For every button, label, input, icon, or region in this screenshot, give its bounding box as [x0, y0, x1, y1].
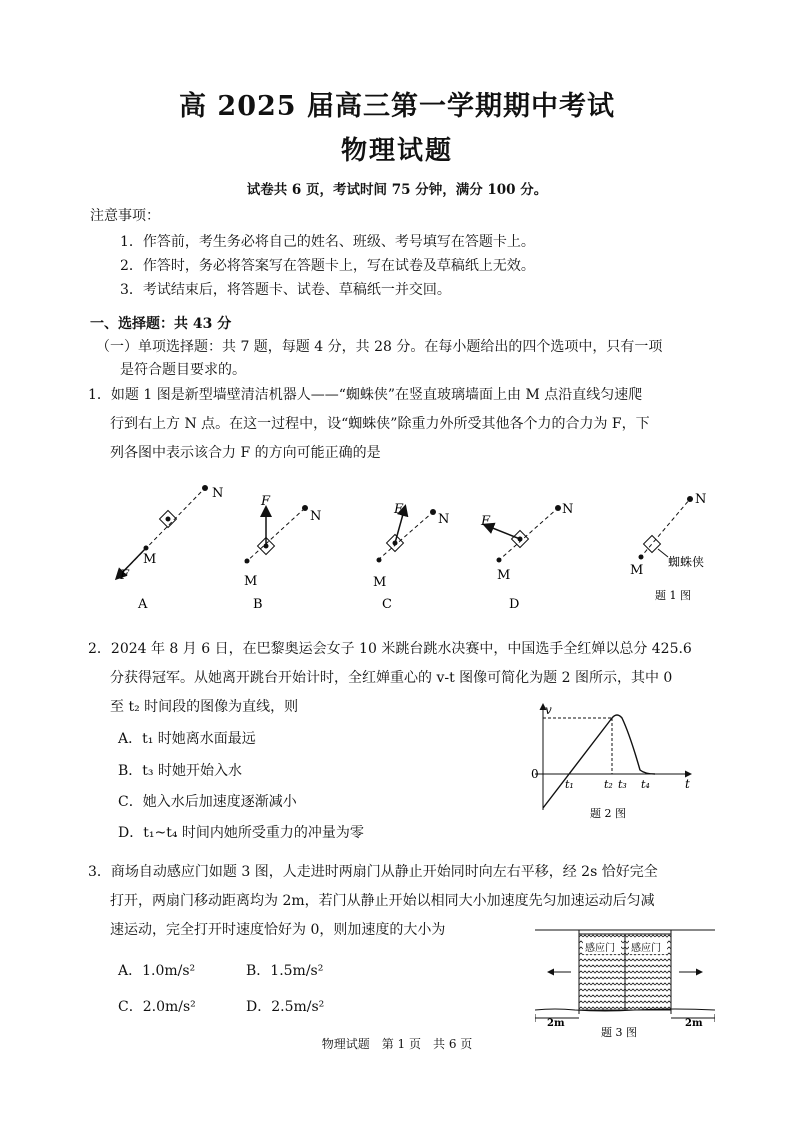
q1-line: 列各图中表示该合力 F 的方向可能正确的是: [110, 445, 381, 461]
q3-line: 打开，两扇门移动距离均为 2m，若门从静止开始以相同大小加速度先匀加速运动后匀减: [110, 893, 655, 909]
label-m: M: [497, 568, 511, 583]
q3-line: 速运动，完全打开时速度恰好为 0，则加速度的大小为: [110, 922, 446, 938]
door-label: 感应门: [631, 943, 661, 954]
q3-option-d: D．2.5m/s²: [246, 999, 325, 1015]
label-n: N: [695, 492, 707, 507]
q2-line: 分获得冠军。从她离开跳台开始计时，全红婵重心的 v-t 图像可简化为题 2 图所示，其中 0: [110, 670, 673, 686]
figure-caption: 题 2 图: [590, 807, 626, 820]
option-a-diagram: [117, 485, 223, 612]
q1-stem: [88, 381, 650, 468]
q2-option-b: B．t₃ 时她开始入水: [118, 763, 242, 779]
label-m: M: [630, 563, 644, 578]
label-n: N: [562, 502, 574, 517]
notice-item: 2．作答时，务必将答案写在答题卡上，写在试卷及草稿纸上无效。: [120, 258, 535, 274]
section-instruction: （一）单项选择题：共 7 题，每题 4 分，共 28 分。在每小题给出的四个选项中，只有一项: [96, 339, 663, 355]
vt-graph: [525, 700, 700, 825]
label-f: F: [261, 494, 271, 509]
section-heading: 一、选择题：共 43 分: [90, 316, 232, 332]
section-instruction: 是符合题目要求的。: [120, 362, 246, 378]
spider-label: 蜘蛛侠: [668, 555, 705, 569]
label-n: N: [310, 509, 322, 524]
option-label: C: [382, 597, 392, 612]
tick-t2: t₂: [604, 778, 613, 791]
option-b-diagram: [244, 494, 321, 612]
q2-line: 至 t₂ 时间段的图像为直线，则: [110, 699, 299, 715]
q2-line: 2．2024 年 8 月 6 日，在巴黎奥运会女子 10 米跳台跳水决赛中，中国选手全红婵以总分 425.6: [88, 641, 692, 657]
q3-option-a: A．1.0m/s²: [118, 963, 196, 979]
q3-option-c: C．2.0m/s²: [118, 999, 196, 1015]
figure-1-reference: [630, 492, 706, 602]
label-m: M: [143, 552, 157, 567]
option-label: A: [138, 597, 148, 612]
option-label: D: [509, 597, 520, 612]
figure-caption: 题 1 图: [655, 589, 691, 602]
q1-line: 1．如题 1 图是新型墙壁清洁机器人——“蜘蛛侠”在竖直玻璃墙面上由 M 点沿直线匀速爬: [88, 387, 643, 403]
q1-figure: [100, 475, 740, 615]
notice-heading: 注意事项：: [90, 208, 160, 224]
distance-right: 2m: [685, 1018, 703, 1029]
option-label: B: [253, 597, 263, 612]
door-label: 感应门: [585, 943, 615, 954]
distance-left: 2m: [547, 1018, 565, 1029]
option-d-diagram: [480, 502, 573, 612]
q1-line: 行到右上方 N 点。在这一过程中，设“蜘蛛侠”除重力外所受其他各个力的合力为 F，下: [110, 416, 650, 432]
subject-title: 物理试题: [340, 136, 453, 166]
tick-t1: t₁: [565, 778, 574, 791]
q2-option-c: C．她入水后加速度逐渐减小: [118, 794, 297, 810]
exam-title: 高 2025 届高三第一学期期中考试: [179, 91, 615, 122]
origin-label: 0: [531, 767, 539, 781]
option-c-diagram: [373, 502, 449, 612]
q2-option-d: D．t₁~t₄ 时间内她所受重力的冲量为零: [118, 825, 364, 841]
label-f: F: [394, 502, 404, 517]
label-f: F: [120, 568, 130, 583]
q3-line: 3．商场自动感应门如题 3 图，人走进时两扇门从静止开始同时向左右平移，经 2s 恰好完全: [88, 864, 658, 880]
page-footer: 物理试题 第 1 页 共 6 页: [321, 1037, 473, 1051]
axis-label-t: t: [685, 777, 690, 791]
figure-caption: 题 3 图: [601, 1026, 637, 1039]
tick-t3: t₃: [618, 778, 627, 791]
notice-item: 3．考试结束后，将答题卡、试卷、草稿纸一并交回。: [120, 282, 451, 298]
label-m: M: [244, 574, 258, 589]
tick-t4: t₄: [641, 778, 650, 791]
axis-label-v: v: [545, 703, 552, 717]
notice-item: 1．作答前，考生务必将自己的姓名、班级、考号填写在答题卡上。: [120, 234, 535, 250]
q2-option-a: A．t₁ 时她离水面最远: [118, 731, 256, 747]
q3-option-b: B．1.5m/s²: [246, 963, 324, 979]
label-n: N: [438, 512, 450, 527]
exam-info: 试卷共 6 页，考试时间 75 分钟，满分 100 分。: [246, 182, 548, 198]
label-f: F: [481, 514, 491, 529]
label-m: M: [373, 575, 387, 590]
door-figure: [535, 922, 715, 1042]
label-n: N: [212, 486, 224, 501]
